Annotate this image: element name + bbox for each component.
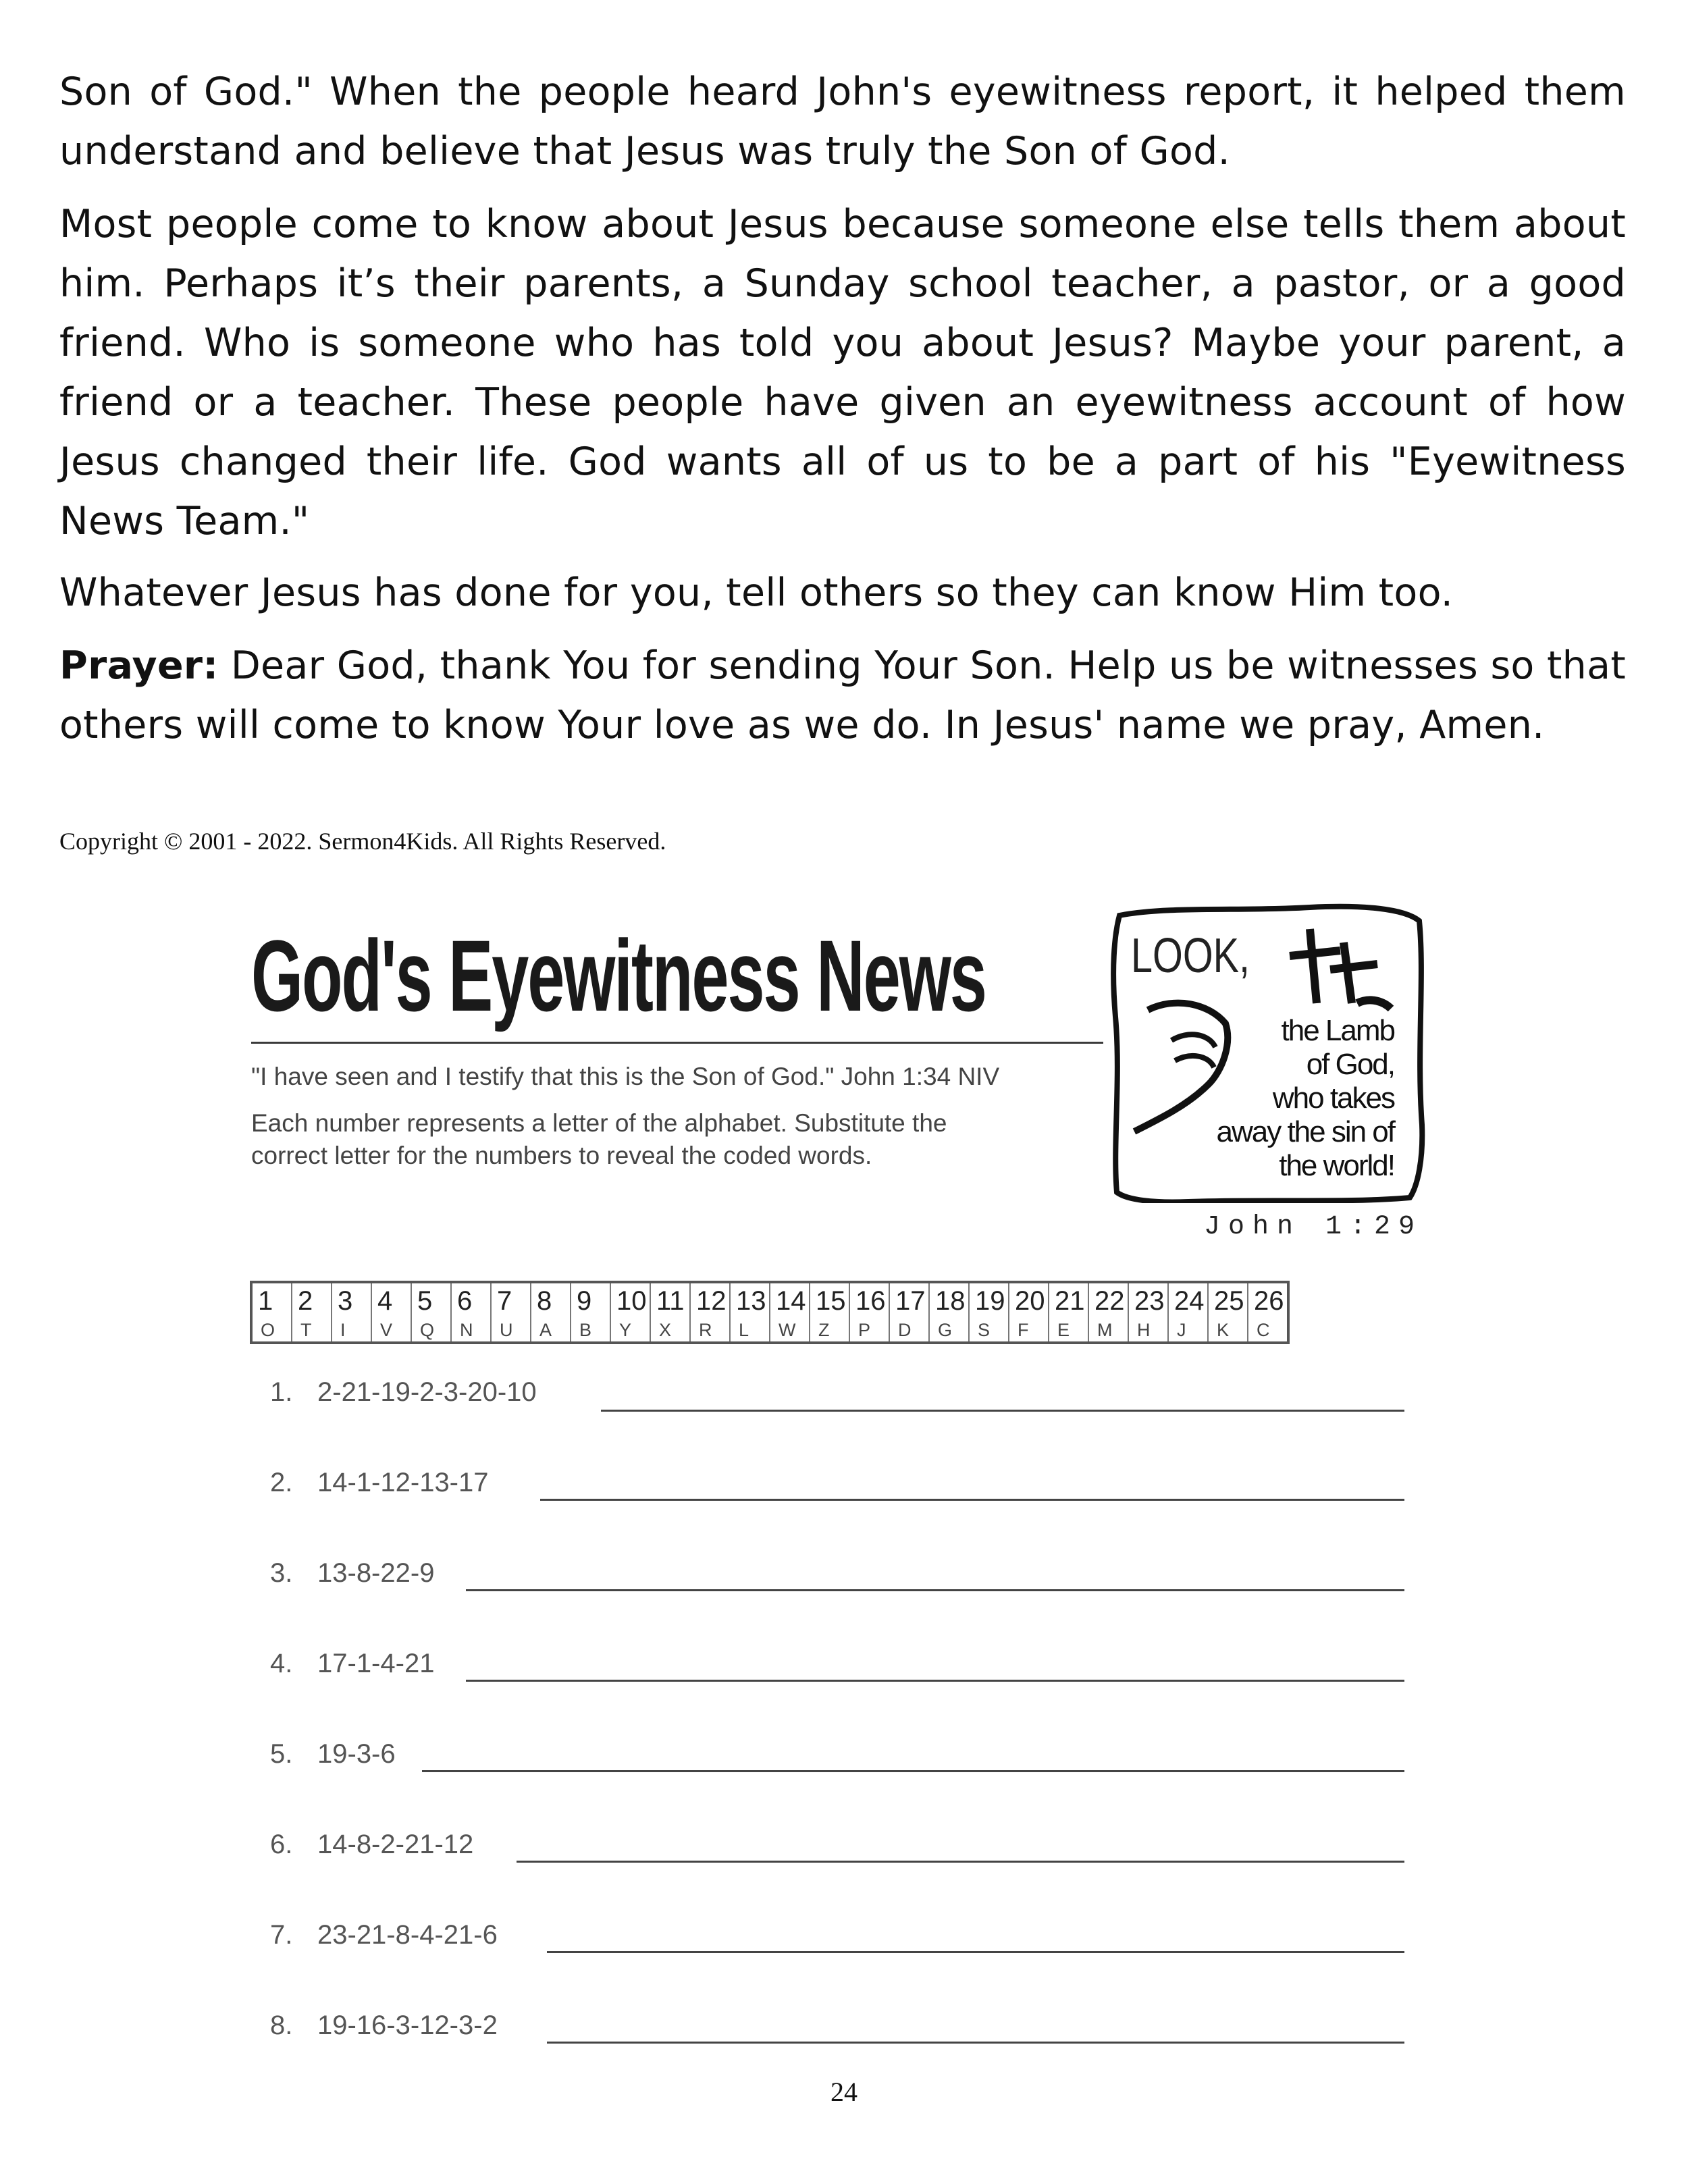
paragraph-witness <box>59 194 1626 551</box>
code-letter-cell: Z <box>810 1319 849 1343</box>
code-letter-cell: R <box>690 1319 730 1343</box>
copyright-notice: Copyright © 2001 - 2022. Sermon4Kids. All Rights Reserved. <box>59 828 666 855</box>
answer-line[interactable] <box>517 1861 1404 1863</box>
code-number-cell: 5 <box>411 1282 451 1319</box>
code-letter-cell: J <box>1168 1319 1208 1343</box>
code-letter-cell: W <box>770 1319 810 1343</box>
code-number-cell: 1 <box>258 1285 273 1316</box>
answer-line[interactable] <box>540 1499 1404 1501</box>
code-letter-cell: I <box>332 1319 371 1343</box>
code-letter-cell: D <box>889 1319 929 1343</box>
puzzle-item <box>270 1377 1418 1431</box>
code-letter-cell: T <box>292 1319 332 1343</box>
code-number-cell: 7 <box>491 1282 531 1319</box>
prayer-label: Prayer: <box>59 643 219 688</box>
page-number: 24 <box>830 2077 858 2107</box>
code-number-cell: 25 <box>1208 1282 1248 1319</box>
lamb-line-5: the world! <box>1279 1149 1394 1182</box>
code-letter-cell: S <box>969 1319 1009 1343</box>
code-number-cell: 10 <box>610 1282 650 1319</box>
code-number-cell: 26 <box>1248 1282 1288 1319</box>
code-number-cell: 14 <box>770 1282 810 1319</box>
puzzle-item <box>270 2010 1418 2065</box>
instructions-line-2: correct letter for the numbers to reveal the coded words. <box>251 1142 872 1169</box>
puzzle-number: 4. <box>270 1649 293 1678</box>
puzzle-code: 19-16-3-12-3-2 <box>317 2010 498 2040</box>
puzzle-item <box>270 1649 1418 1703</box>
puzzle-number: 5. <box>270 1739 293 1769</box>
paragraph-intro <box>59 62 1626 181</box>
answer-line[interactable] <box>601 1410 1404 1412</box>
code-letter-cell: B <box>571 1319 610 1343</box>
look-text: LOOK, <box>1131 929 1250 983</box>
puzzle-code: 2-21-19-2-3-20-10 <box>317 1377 537 1407</box>
code-number-cell: 21 <box>1049 1282 1088 1319</box>
code-number-cell: 24 <box>1168 1282 1208 1319</box>
code-letter-cell: V <box>371 1319 411 1343</box>
code-letter-cell: K <box>1208 1319 1248 1343</box>
prayer-text: Dear God, thank You for sending Your Son. Help us be witnesses so that others will come to know Your love as we do. In Jesus' name we pray, Amen. <box>59 643 1626 747</box>
code-letter-cell: A <box>531 1319 571 1343</box>
code-letter-cell: C <box>1248 1319 1288 1343</box>
lamb-line-4: away the sin of <box>1216 1115 1394 1148</box>
code-number-cell: 12 <box>690 1282 730 1319</box>
paragraph-witness-text: Most people come to know about Jesus because someone else tells them about him. Perhaps it’s their parents, a Sunday school teacher, a pastor, or a good friend. Who is someone who has told you about Jesus? Maybe your parent, a friend or a teacher. These people have given an eyewitness account of how Jesus changed their life. God wants all of us to be a part of his "Eyewitness News Team." <box>59 202 1626 543</box>
worksheet-title: God's Eyewitness News <box>251 919 986 1032</box>
paragraph-intro-text: Son of God." When the people heard John's eyewitness report, it helped them understand and believe that Jesus was truly the Son of God. <box>59 70 1626 174</box>
puzzle-code: 17-1-4-21 <box>317 1649 435 1678</box>
puzzle-code: 13-8-22-9 <box>317 1558 435 1588</box>
code-letter-cell: N <box>451 1319 491 1343</box>
puzzle-number: 2. <box>270 1468 293 1497</box>
puzzle-item <box>270 1830 1418 1884</box>
code-key-table <box>250 1281 1290 1344</box>
code-letter-cell: F <box>1009 1319 1049 1343</box>
code-letter-cell: M <box>1088 1319 1128 1343</box>
puzzle-item <box>270 1920 1418 1974</box>
code-number-cell: 18 <box>929 1282 969 1319</box>
code-number-cell: 19 <box>969 1282 1009 1319</box>
code-letter-cell: O <box>261 1319 275 1340</box>
answer-line[interactable] <box>466 1680 1404 1682</box>
puzzle-item <box>270 1468 1418 1522</box>
code-letter-cell: L <box>730 1319 770 1343</box>
puzzle-code: 14-1-12-13-17 <box>317 1468 489 1497</box>
puzzle-code: 19-3-6 <box>317 1739 396 1769</box>
puzzle-number: 7. <box>270 1920 293 1950</box>
code-number-cell: 3 <box>332 1282 371 1319</box>
puzzle-item <box>270 1739 1418 1793</box>
code-number-cell: 9 <box>571 1282 610 1319</box>
puzzle-list <box>270 1377 1418 2059</box>
paragraph-tell-others <box>59 563 1626 622</box>
lamb-line-1: the Lamb <box>1281 1014 1394 1047</box>
code-letter-cell: E <box>1049 1319 1088 1343</box>
puzzle-item <box>270 1558 1418 1612</box>
lamb-of-god-text <box>1111 1014 1394 1183</box>
puzzle-code: 14-8-2-21-12 <box>317 1830 474 1859</box>
answer-line[interactable] <box>422 1770 1404 1772</box>
code-number-cell: 23 <box>1128 1282 1168 1319</box>
code-letter-cell: Y <box>610 1319 650 1343</box>
code-letter-cell: H <box>1128 1319 1168 1343</box>
code-numbers-row <box>251 1282 1288 1319</box>
code-number-cell: 13 <box>730 1282 770 1319</box>
prayer-paragraph <box>59 636 1626 755</box>
lamb-line-2: of God, <box>1306 1048 1394 1081</box>
worksheet-verse: "I have seen and I testify that this is the Son of God." John 1:34 NIV <box>251 1063 1000 1090</box>
answer-line[interactable] <box>547 2042 1404 2044</box>
code-number-cell: 22 <box>1088 1282 1128 1319</box>
answer-line[interactable] <box>466 1589 1404 1591</box>
lamb-line-3: who takes <box>1272 1082 1394 1115</box>
code-number-cell: 15 <box>810 1282 849 1319</box>
code-number-cell: 2 <box>292 1282 332 1319</box>
paragraph-tell-others-text: Whatever Jesus has done for you, tell others so they can know Him too. <box>59 570 1454 615</box>
puzzle-number: 8. <box>270 2010 293 2040</box>
code-letters-row <box>251 1319 1288 1343</box>
answer-line[interactable] <box>547 1951 1404 1953</box>
code-letter-cell: Q <box>411 1319 451 1343</box>
code-letter-cell: P <box>849 1319 889 1343</box>
puzzle-number: 6. <box>270 1830 293 1859</box>
instructions-line-1: Each number represents a letter of the alphabet. Substitute the <box>251 1109 947 1137</box>
code-number-cell: 6 <box>451 1282 491 1319</box>
code-number-cell: 4 <box>371 1282 411 1319</box>
john-reference: John 1:29 <box>1204 1212 1423 1242</box>
title-divider <box>251 1042 1103 1044</box>
puzzle-code: 23-21-8-4-21-6 <box>317 1920 498 1950</box>
code-number-cell: 17 <box>889 1282 929 1319</box>
code-number-cell: 16 <box>849 1282 889 1319</box>
code-number-cell: 20 <box>1009 1282 1049 1319</box>
puzzle-number: 1. <box>270 1377 293 1407</box>
code-letter-cell: U <box>491 1319 531 1343</box>
worksheet-instructions <box>251 1107 947 1172</box>
code-number-cell: 8 <box>531 1282 571 1319</box>
puzzle-number: 3. <box>270 1558 293 1588</box>
cross-icon <box>1290 929 1391 1009</box>
code-letter-cell: X <box>650 1319 690 1343</box>
code-number-cell: 11 <box>650 1282 690 1319</box>
code-letter-cell: G <box>929 1319 969 1343</box>
